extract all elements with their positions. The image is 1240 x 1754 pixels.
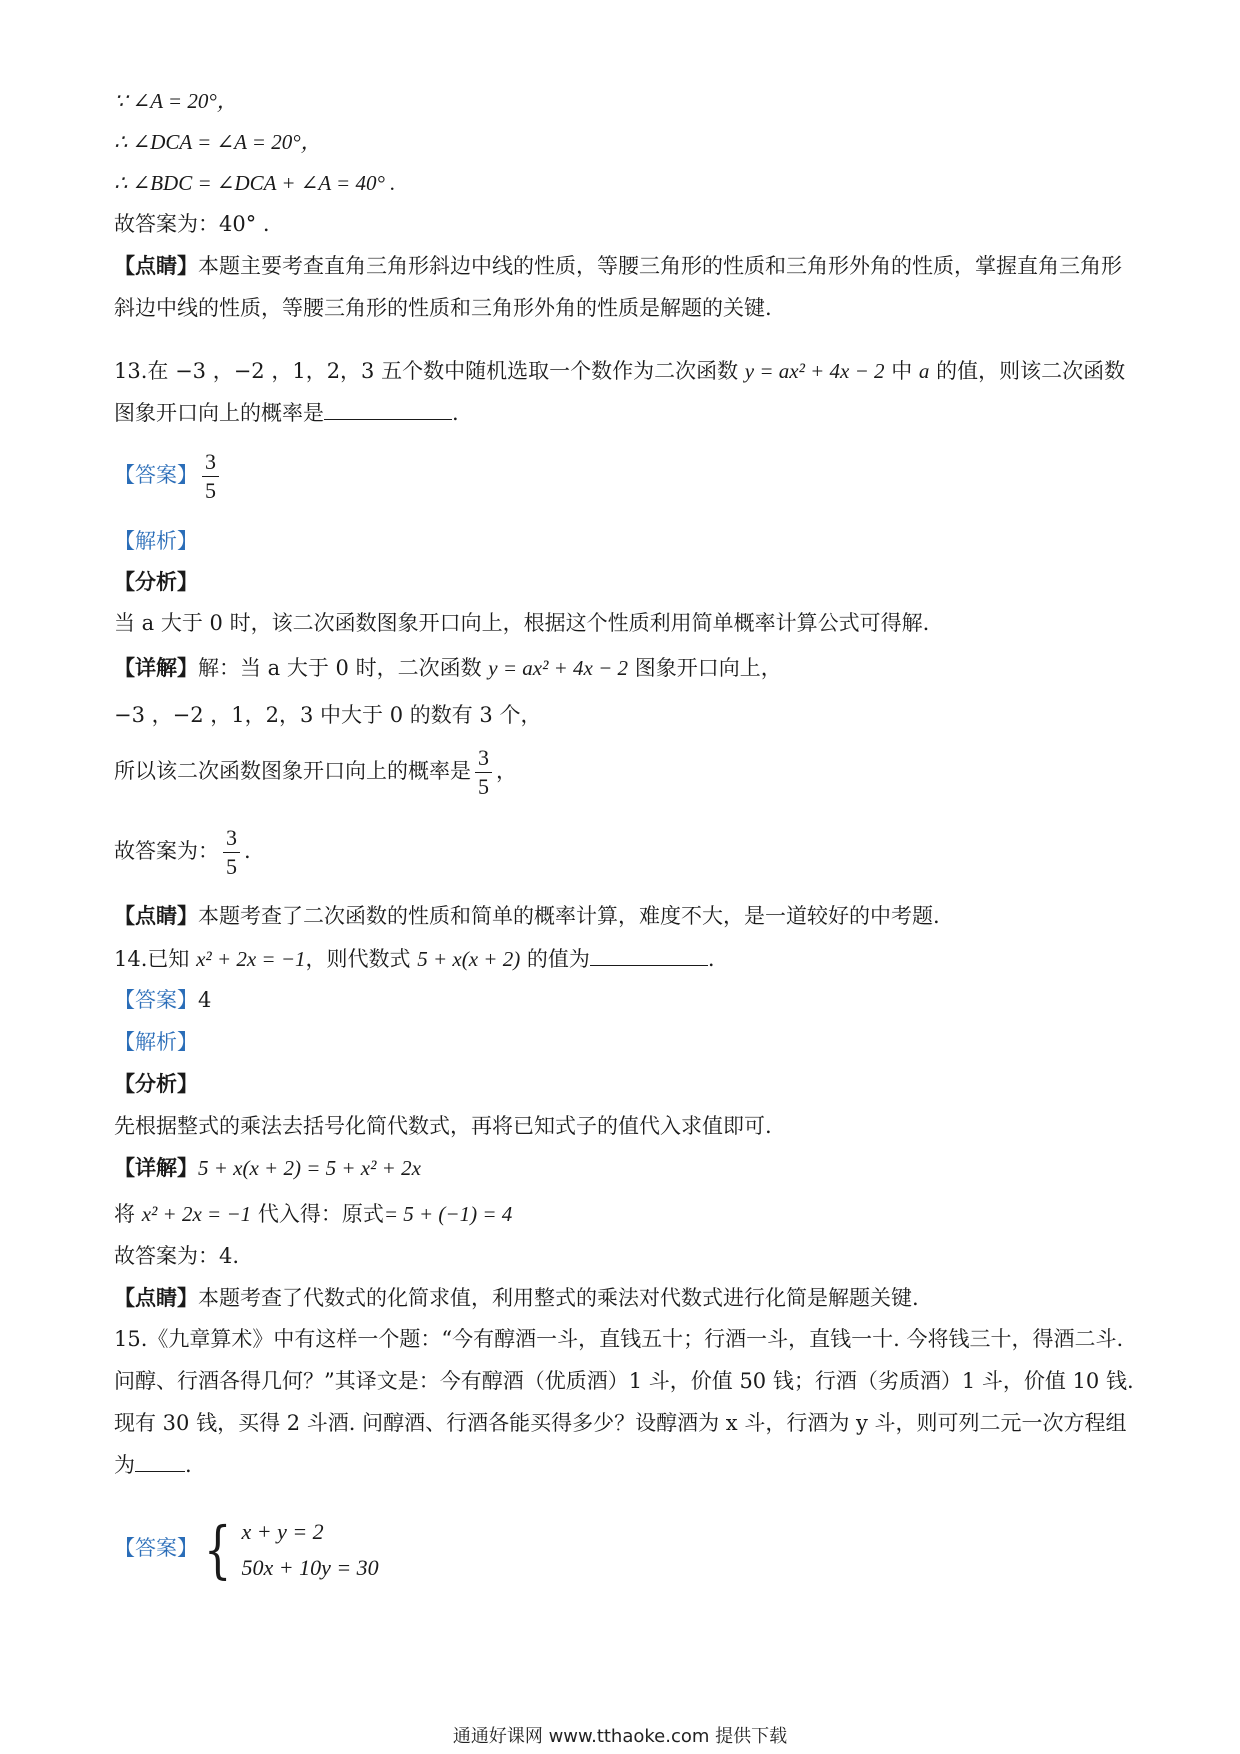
question-15	[114, 1318, 1136, 1486]
dianjing-tag: 【点睛】	[114, 903, 198, 928]
text: 故答案为：	[114, 839, 219, 863]
equation-2: 50x + 10y = 30	[241, 1554, 379, 1580]
answer-blank	[590, 943, 708, 966]
commentary-paragraph	[114, 245, 1136, 329]
jiexi-tag: 【解析】	[114, 1030, 198, 1054]
answer-blank	[324, 397, 452, 420]
answer-fraction	[202, 450, 219, 503]
substitution-line	[114, 1199, 1136, 1229]
text-line: ∴ ∠DCA = ∠A = 20°，	[114, 130, 322, 154]
formula: = 5 + (−1) = 4	[383, 1202, 513, 1226]
text-line: ∴ ∠BDC = ∠DCA + ∠A = 40° .	[114, 171, 396, 195]
dianjing-text: 本题考查了代数式的化简求值，利用整式的乘法对代数式进行化简是解题关键.	[198, 1286, 919, 1310]
dianjing-tag: 【点睛】	[114, 253, 198, 278]
probability-line	[114, 744, 1136, 799]
question-text: 的值为	[520, 947, 590, 971]
dianjing-text: 本题主要考查直角三角形斜边中线的性质，等腰三角形的性质和三角形外角的性质，掌握直角三角形斜边中线的性质，等腰三角形的性质和三角形外角的性质是解题的关键.	[114, 254, 1122, 320]
jiexi-tag: 【解析】	[114, 529, 198, 553]
formula: y = ax² + 4x − 2	[744, 359, 885, 383]
xiangjie-line	[114, 653, 1136, 683]
equations	[241, 1514, 378, 1586]
formula: x² + 2x = −1	[196, 947, 306, 971]
text-line: 故答案为：4.	[114, 1244, 240, 1268]
text: 所以该二次函数图象开口向上的概率是	[114, 759, 471, 783]
dianjing-tag: 【点睛】	[114, 1285, 198, 1310]
text-line: ∵ ∠A = 20°，	[114, 89, 238, 113]
question-text: 的值，则该二次函数图象开口向上的概率是	[114, 359, 1126, 425]
answer-blank	[135, 1449, 185, 1472]
question-text: 中	[884, 359, 919, 383]
question-text: 15.《九章算术》中有这样一个题：“今有醇酒一斗，直钱五十；行酒一斗，直钱一十. 今将钱三十，得酒二斗. 问醇、行酒各得几何？”其译文是：今有醇酒（优质酒）1 斗，价值 50 钱；行酒（劣质酒）1 斗，价值 10 钱. 现有 30 钱，买得 2 斗酒. 问醇酒、行酒各能买得多少？设醇酒为 x 斗，行酒为 y 斗，则可列二元一次方程组为	[114, 1327, 1134, 1477]
dianjing-text: 本题考查了二次函数的性质和简单的概率计算，难度不大，是一道较好的中考题.	[198, 904, 940, 928]
denominator: 5	[478, 774, 489, 799]
fenxi-text: 先根据整式的乘法去括号化简代数式，再将已知式子的值代入求值即可.	[114, 1114, 772, 1138]
answer-fraction	[223, 826, 240, 879]
answer-line	[114, 824, 1136, 879]
answer-tag: 【答案】	[114, 1536, 198, 1560]
brace-icon: {	[203, 1512, 232, 1586]
text-line: 故答案为：40° .	[114, 212, 270, 236]
numerator: 3	[226, 825, 237, 850]
question-14	[114, 943, 1136, 974]
page-footer: 通通好课网 www.tthaoke.com 提供下载	[452, 1726, 788, 1747]
answer-value: 4	[198, 988, 212, 1012]
variable: a	[918, 359, 930, 383]
probability-fraction	[475, 746, 492, 799]
question-text: ，则代数式	[305, 947, 418, 971]
equation-1: x + y = 2	[241, 1518, 324, 1544]
text: 将	[114, 1202, 142, 1226]
xiangjie-tag: 【详解】	[114, 1155, 198, 1180]
answer-tag: 【答案】	[114, 463, 198, 487]
formula: y = ax² + 4x − 2	[488, 656, 629, 680]
formula: x² + 2x = −1	[141, 1202, 252, 1226]
formula: 5 + x(x + 2) = 5 + x² + 2x	[198, 1156, 421, 1180]
numerator: 3	[478, 745, 489, 770]
commentary-line	[114, 1283, 1136, 1313]
equation-system	[198, 1514, 379, 1586]
question-text: 13.在 −3 ，−2 ，1，2，3 五个数中随机选取一个数作为二次函数	[114, 359, 745, 383]
xiangjie-line	[114, 1153, 1136, 1183]
question-13	[114, 350, 1136, 434]
numerator: 3	[205, 449, 216, 474]
question-text: 14.已知	[114, 947, 197, 971]
text: ，	[496, 759, 517, 783]
question-text: .	[452, 401, 459, 425]
text: 代入得：原式	[251, 1202, 384, 1226]
xiangjie-tag: 【详解】	[114, 655, 198, 680]
fenxi-tag: 【分析】	[114, 1071, 198, 1096]
answer-row	[114, 448, 1136, 503]
commentary-line	[114, 901, 1136, 931]
answer-row	[114, 985, 1136, 1015]
answer-row	[114, 1508, 1136, 1588]
denominator: 5	[205, 478, 216, 503]
fenxi-text: 当 a 大于 0 时，该二次函数图象开口向上，根据这个性质利用简单概率计算公式可得解.	[114, 611, 930, 635]
formula: 5 + x(x + 2)	[417, 947, 521, 971]
question-text: .	[707, 947, 715, 971]
text-line: −3 ，−2 ，1，2，3 中大于 0 的数有 3 个，	[114, 703, 542, 727]
xiangjie-text: 解：当 a 大于 0 时，二次函数	[198, 656, 489, 680]
xiangjie-text: 图象开口向上，	[628, 656, 782, 680]
fenxi-tag: 【分析】	[114, 569, 198, 594]
answer-tag: 【答案】	[114, 988, 198, 1012]
text: .	[244, 839, 251, 863]
denominator: 5	[226, 854, 237, 879]
question-text: .	[185, 1453, 192, 1477]
